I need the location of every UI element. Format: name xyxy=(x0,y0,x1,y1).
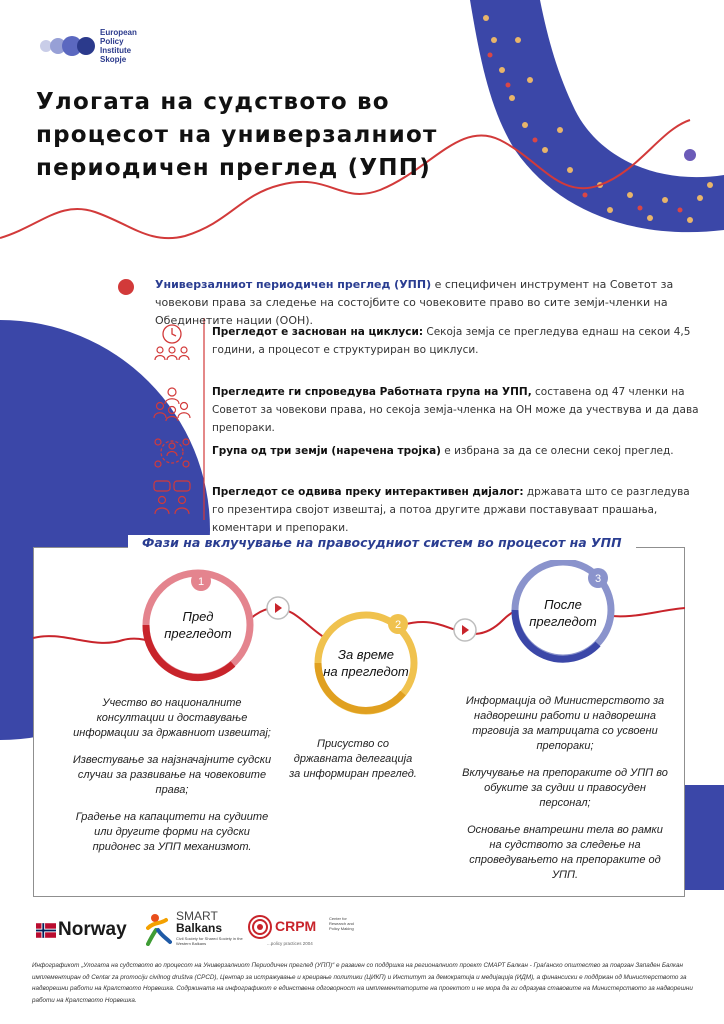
logo-line-4: Skopje xyxy=(100,55,127,64)
phase-1-text: Учество во националните консултации и доставување информации за државниот извештај; xyxy=(73,697,271,739)
phase-1-text: Известување за најзначајните судски случаи за развивање на човековите права; xyxy=(72,754,272,796)
title-line-1: Улогата на судството во xyxy=(36,89,390,115)
phase-3-number: 3 xyxy=(594,573,602,585)
page-title xyxy=(36,86,476,185)
logo-line-1: European xyxy=(100,28,137,37)
item-working-group xyxy=(212,383,702,437)
item-bold: Прегледите ги спроведува Работната група на УПП, xyxy=(212,386,532,398)
intro-rest: е специфичен инструмент на Советот за човекови права за следење на состојбите со човековите право во сите земји-членки на Обединетите нации (ООН). xyxy=(155,278,674,327)
item-rest: е избрана за да се олесни секој преглед. xyxy=(440,445,674,457)
phase-3-text: Основање внатрешни тела во рамки на судството за следење на спроведувањето на препораките од УПП. xyxy=(467,824,663,881)
intro-paragraph xyxy=(155,276,695,330)
intro-bold: Универзалниот периодичен преглед (УПП) xyxy=(155,278,432,291)
smart-balkans-figure-icon xyxy=(146,912,172,946)
phases-title: Фази на вклучување на правосудниот систем во процесот на УПП xyxy=(128,535,636,550)
phase-1-text: Градење на капацитети на судиите или другите форми на судски придонес за УПП механизмот. xyxy=(75,811,269,853)
phase-3-text: Информација од Министерството за надворешни работи и надворешна трговија за матрицата со усвоени препораки; xyxy=(465,695,665,752)
phase-1-texts xyxy=(72,696,272,867)
item-dialogue xyxy=(212,483,702,537)
phase-3-label xyxy=(513,596,613,630)
phase-3-texts xyxy=(460,694,670,895)
smart-line-2: Balkans xyxy=(176,921,223,935)
norway-logo xyxy=(36,918,127,942)
cycle-people-icon xyxy=(152,322,192,362)
phase-2-label xyxy=(316,646,416,680)
troika-icon xyxy=(152,432,192,472)
item-bold: Група од три земји (наречена тројка) xyxy=(212,445,441,457)
logo-circles-icon xyxy=(36,32,96,62)
item-rest: составена од 47 членки на Советот за човекови права, но секоја земја-членка на ОН може да учествува и да дава препораки. xyxy=(212,386,699,434)
phase-3-label-line1: После xyxy=(544,597,582,612)
logo-line-3: Institute xyxy=(100,46,132,55)
logo-line-2: Policy xyxy=(100,37,124,46)
title-line-2: процесот на универзалниот xyxy=(36,122,438,148)
smart-subtitle: Civil Society for Shared Society in the Western Balkans xyxy=(176,936,243,946)
item-bold: Прегледот е заснован на циклуси: xyxy=(212,326,424,338)
crpm-swirl-icon xyxy=(247,914,273,940)
item-troika xyxy=(212,442,702,460)
item-cycles xyxy=(212,323,702,359)
norway-flag-icon xyxy=(36,923,56,938)
crpm-tagline: ...policy practices 2004 xyxy=(267,941,313,946)
norway-wordmark: Norway xyxy=(58,919,127,940)
phase-2-label-line1: За време xyxy=(337,647,395,662)
footer-disclaimer: Инфографикот „Улогата на судството во процесот на Универзалниот Периодичен преглед (УПП)“ е развиен со поддршка на регионалниот проект СМАРТ Балкан - Граѓанско општество за поврзан Западен Балкан имплементиран од Centar za promociju civilnog društva (CPCD), Центар за истражување и креирање политики (ЦИКП) и Институт за демократија и медијација (ИДМ), а финансиски е поддржан од Министерството за надворешни работи на Кралството Норвешка. Содржината на инфографикот е единствена одговорност на имплементаторите на проектот и не мора да ги одразува ставовите на Министерството за надворешни работи на Кралството Норвешка. xyxy=(32,962,693,1004)
epi-logo xyxy=(36,28,176,68)
phase-1-label-line1: Пред xyxy=(182,609,214,624)
smart-line-1: SMART xyxy=(176,909,218,923)
smart-balkans-logo xyxy=(146,908,246,952)
phase-1-label-line2: прегледот xyxy=(164,626,232,641)
item-rest: Секоја земја се прегледува еднаш на секои 4,5 години, а процесот е структуриран во циклуси. xyxy=(212,326,691,356)
crpm-subtitle: Center for Research and Policy Making xyxy=(329,916,354,931)
item-rest: државата што се разгледува го презентира својот извештај, а потоа другите држави поставуваат прашања, коментари и препораки. xyxy=(212,486,690,534)
phase-2-texts xyxy=(288,737,418,794)
phase-1-label xyxy=(148,608,248,642)
item-bold: Прегледот се одвива преку интерактивен дијалог: xyxy=(212,486,524,498)
phase-3-label-line2: прегледот xyxy=(529,614,597,629)
working-group-icon xyxy=(152,382,192,422)
phase-2-label-line2: на прегледот xyxy=(323,664,409,679)
crpm-wordmark: CRPM xyxy=(275,918,317,934)
right-blue-block xyxy=(680,785,724,890)
title-line-3: периодичен преглед (УПП) xyxy=(36,155,431,181)
phase-1-number: 1 xyxy=(197,576,205,588)
intro-bullet-dot xyxy=(118,279,134,295)
crpm-logo xyxy=(247,910,357,952)
dialogue-icon xyxy=(152,478,192,518)
phase-3-text: Вклучување на препораките од УПП во обуките за судии и правосуден персонал; xyxy=(462,767,668,809)
phase-2-number: 2 xyxy=(394,619,402,631)
phase-2-text: Присуство со државната делегација за информиран преглед. xyxy=(289,738,417,780)
